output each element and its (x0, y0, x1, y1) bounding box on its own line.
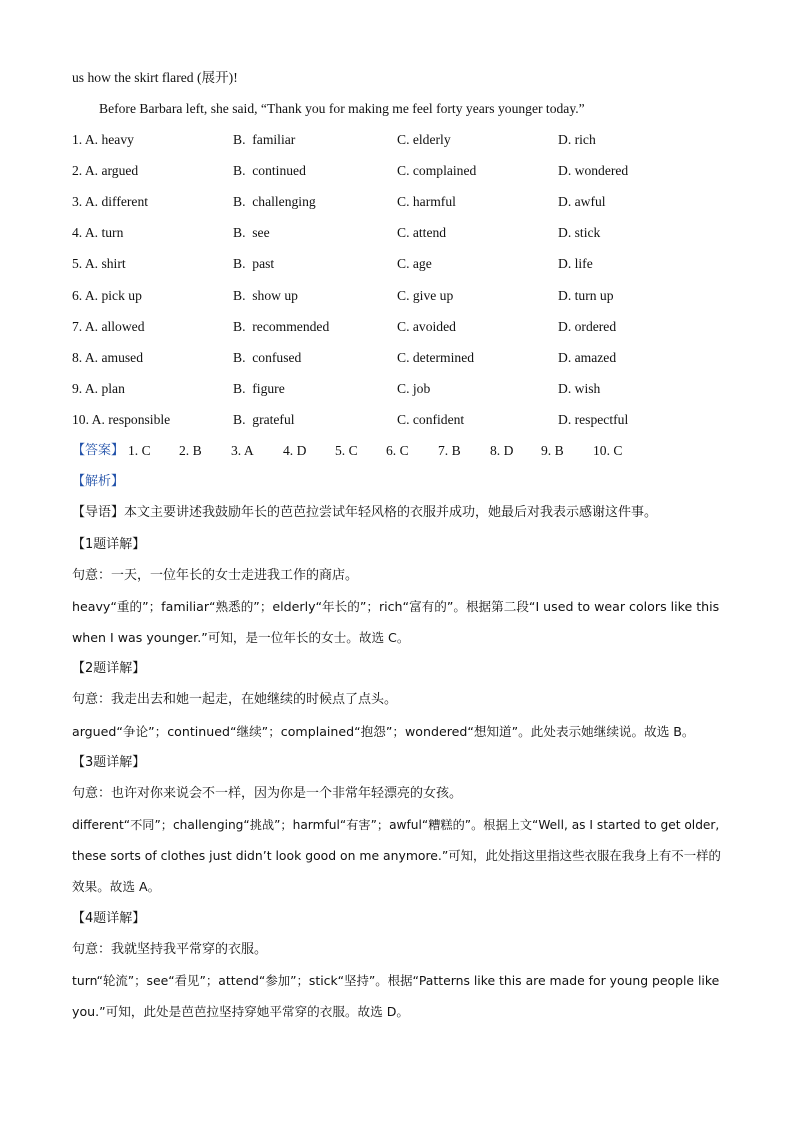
option-b-prefix: B. (233, 288, 246, 303)
option-b-prefix: B. (233, 163, 246, 178)
question-row (72, 381, 732, 397)
option-c-prefix: C. (397, 319, 410, 334)
option-b-prefix: B. (233, 350, 246, 365)
option-d-prefix: D. (558, 163, 572, 178)
option-d-prefix: D. (558, 319, 572, 334)
answer-item: 7. B (438, 443, 461, 458)
option-a: heavy (101, 132, 134, 147)
detail-meaning: 句意：我就坚持我平常穿的衣服。 (72, 942, 268, 957)
question-row (72, 256, 732, 272)
option-d-prefix: D. (558, 256, 572, 271)
intro-text: 本文主要讲述我鼓励年长的芭芭拉尝试年轻风格的衣服并成功，她最后对我表示感谢这件事。 (124, 505, 658, 520)
detail-title: 【2题详解】 (72, 661, 146, 676)
option-c-prefix: C. (397, 225, 410, 240)
detail-text: different“不同”；challenging“挑战”；harmful“有害”；awful“糟糕的”。根据上文“Well, as I started to get older, (72, 818, 720, 832)
question-number: 3. A. (72, 194, 99, 209)
option-d-prefix: D. (558, 132, 572, 147)
question-number: 1. A. (72, 132, 99, 147)
question-number: 10. A. (72, 412, 105, 427)
detail-title: 【1题详解】 (72, 537, 146, 552)
passage-line: us how the skirt flared (展开)! (72, 70, 238, 85)
option-a: shirt (101, 256, 126, 271)
question-number: 5. A. (72, 256, 99, 271)
option-c-prefix: C. (397, 350, 410, 365)
option-d-prefix: D. (558, 225, 572, 240)
detail-text: when I was younger.”可知，是一位年长的女士。故选 C。 (72, 630, 410, 645)
option-c-prefix: C. (397, 163, 410, 178)
option-b-prefix: B. (233, 256, 246, 271)
answer-item: 3. A (231, 443, 254, 458)
option-c: elderly (412, 132, 451, 147)
question-row (72, 194, 732, 210)
option-b: challenging (252, 194, 316, 209)
option-b-prefix: B. (233, 225, 246, 240)
answer-item: 6. C (386, 443, 409, 458)
option-c: confident (412, 412, 465, 427)
answer-row (72, 443, 672, 459)
option-c: determined (412, 350, 475, 365)
detail-text: turn“轮流”；see“看见”；attend“参加”；stick“坚持”。根据“Patterns like this are made for young people like (72, 973, 720, 988)
option-b-prefix: B. (233, 132, 246, 147)
option-d-prefix: D. (558, 288, 572, 303)
detail-title: 【3题详解】 (72, 755, 146, 770)
option-b: familiar (252, 132, 296, 147)
option-c: job (412, 381, 431, 396)
analysis-tag: 【解析】 (72, 474, 125, 489)
option-b: grateful (252, 412, 295, 427)
option-a: allowed (101, 319, 145, 334)
option-b: see (252, 225, 270, 240)
option-b-prefix: B. (233, 412, 246, 427)
option-c: give up (412, 288, 454, 303)
option-c-prefix: C. (397, 194, 410, 209)
option-c-prefix: C. (397, 132, 410, 147)
detail-text: heavy“重的”；familiar“熟悉的”；elderly“年长的”；rich“富有的”。根据第二段“I used to wear colors like this (72, 599, 720, 614)
option-b-prefix: B. (233, 194, 246, 209)
option-b: show up (252, 288, 298, 303)
option-a: turn (101, 225, 124, 240)
intro-tag: 【导语】 (72, 505, 125, 520)
intro-paragraph (72, 505, 657, 521)
question-number: 8. A. (72, 350, 99, 365)
option-d: ordered (574, 319, 617, 334)
passage-line: Before Barbara left, she said, “Thank you for making me feel forty years younger today.” (99, 101, 585, 116)
option-d: life (574, 256, 593, 271)
question-row (72, 288, 732, 304)
option-d-prefix: D. (558, 194, 572, 209)
question-number: 2. A. (72, 163, 99, 178)
option-c: harmful (412, 194, 456, 209)
option-b: continued (252, 163, 306, 178)
detail-meaning: 句意：一天，一位年长的女士走进我工作的商店。 (72, 568, 359, 583)
option-d: awful (574, 194, 606, 209)
option-d: respectful (574, 412, 629, 427)
option-c-prefix: C. (397, 412, 410, 427)
answer-item: 1. C (128, 443, 151, 458)
option-c: complained (412, 163, 477, 178)
option-b: confused (252, 350, 302, 365)
option-d: wish (574, 381, 601, 396)
detail-meaning: 句意：我走出去和她一起走，在她继续的时候点了点头。 (72, 692, 398, 707)
option-c-prefix: C. (397, 288, 410, 303)
option-d: turn up (574, 288, 614, 303)
option-d-prefix: D. (558, 350, 572, 365)
option-a: responsible (108, 412, 171, 427)
detail-meaning: 句意：也许对你来说会不一样，因为你是一个非常年轻漂亮的女孩。 (72, 786, 463, 801)
option-b: past (252, 256, 275, 271)
question-row (72, 225, 732, 241)
option-b: figure (252, 381, 285, 396)
answer-item: 10. C (593, 443, 623, 458)
answer-item: 5. C (335, 443, 358, 458)
answer-tag: 【答案】 (72, 443, 125, 458)
question-row (72, 163, 732, 179)
question-number: 6. A. (72, 288, 99, 303)
answer-item: 9. B (541, 443, 564, 458)
detail-title: 【4题详解】 (72, 911, 146, 926)
question-number: 7. A. (72, 319, 99, 334)
option-a: different (101, 194, 149, 209)
question-row (72, 412, 732, 428)
option-a: plan (101, 381, 125, 396)
detail-text: these sorts of clothes just didn’t look good on me anymore.”可知，此处指这里指这些衣服在我身上有不一样的 (72, 848, 721, 863)
answer-item: 8. D (490, 443, 514, 458)
option-b-prefix: B. (233, 319, 246, 334)
question-row (72, 319, 732, 335)
answer-item: 2. B (179, 443, 202, 458)
detail-text: 效果。故选 A。 (72, 879, 161, 894)
detail-text: you.”可知，此处是芭芭拉坚持穿她平常穿的衣服。故选 D。 (72, 1004, 410, 1019)
question-row (72, 350, 732, 366)
answer-item: 4. D (283, 443, 307, 458)
option-d-prefix: D. (558, 381, 572, 396)
option-c: age (412, 256, 432, 271)
option-b: recommended (252, 319, 330, 334)
option-d: wondered (574, 163, 629, 178)
option-a: argued (101, 163, 139, 178)
option-d: stick (574, 225, 601, 240)
question-row (72, 132, 732, 148)
question-number: 4. A. (72, 225, 99, 240)
option-a: amused (101, 350, 143, 365)
question-number: 9. A. (72, 381, 99, 396)
detail-text: argued“争论”；continued“继续”；complained“抱怨”；wondered“想知道”。此处表示她继续说。故选 B。 (72, 724, 695, 739)
option-d-prefix: D. (558, 412, 572, 427)
option-c-prefix: C. (397, 256, 410, 271)
option-c: attend (412, 225, 447, 240)
option-c-prefix: C. (397, 381, 410, 396)
option-c: avoided (412, 319, 456, 334)
option-b-prefix: B. (233, 381, 246, 396)
option-d: rich (574, 132, 596, 147)
option-a: pick up (101, 288, 142, 303)
option-d: amazed (574, 350, 617, 365)
